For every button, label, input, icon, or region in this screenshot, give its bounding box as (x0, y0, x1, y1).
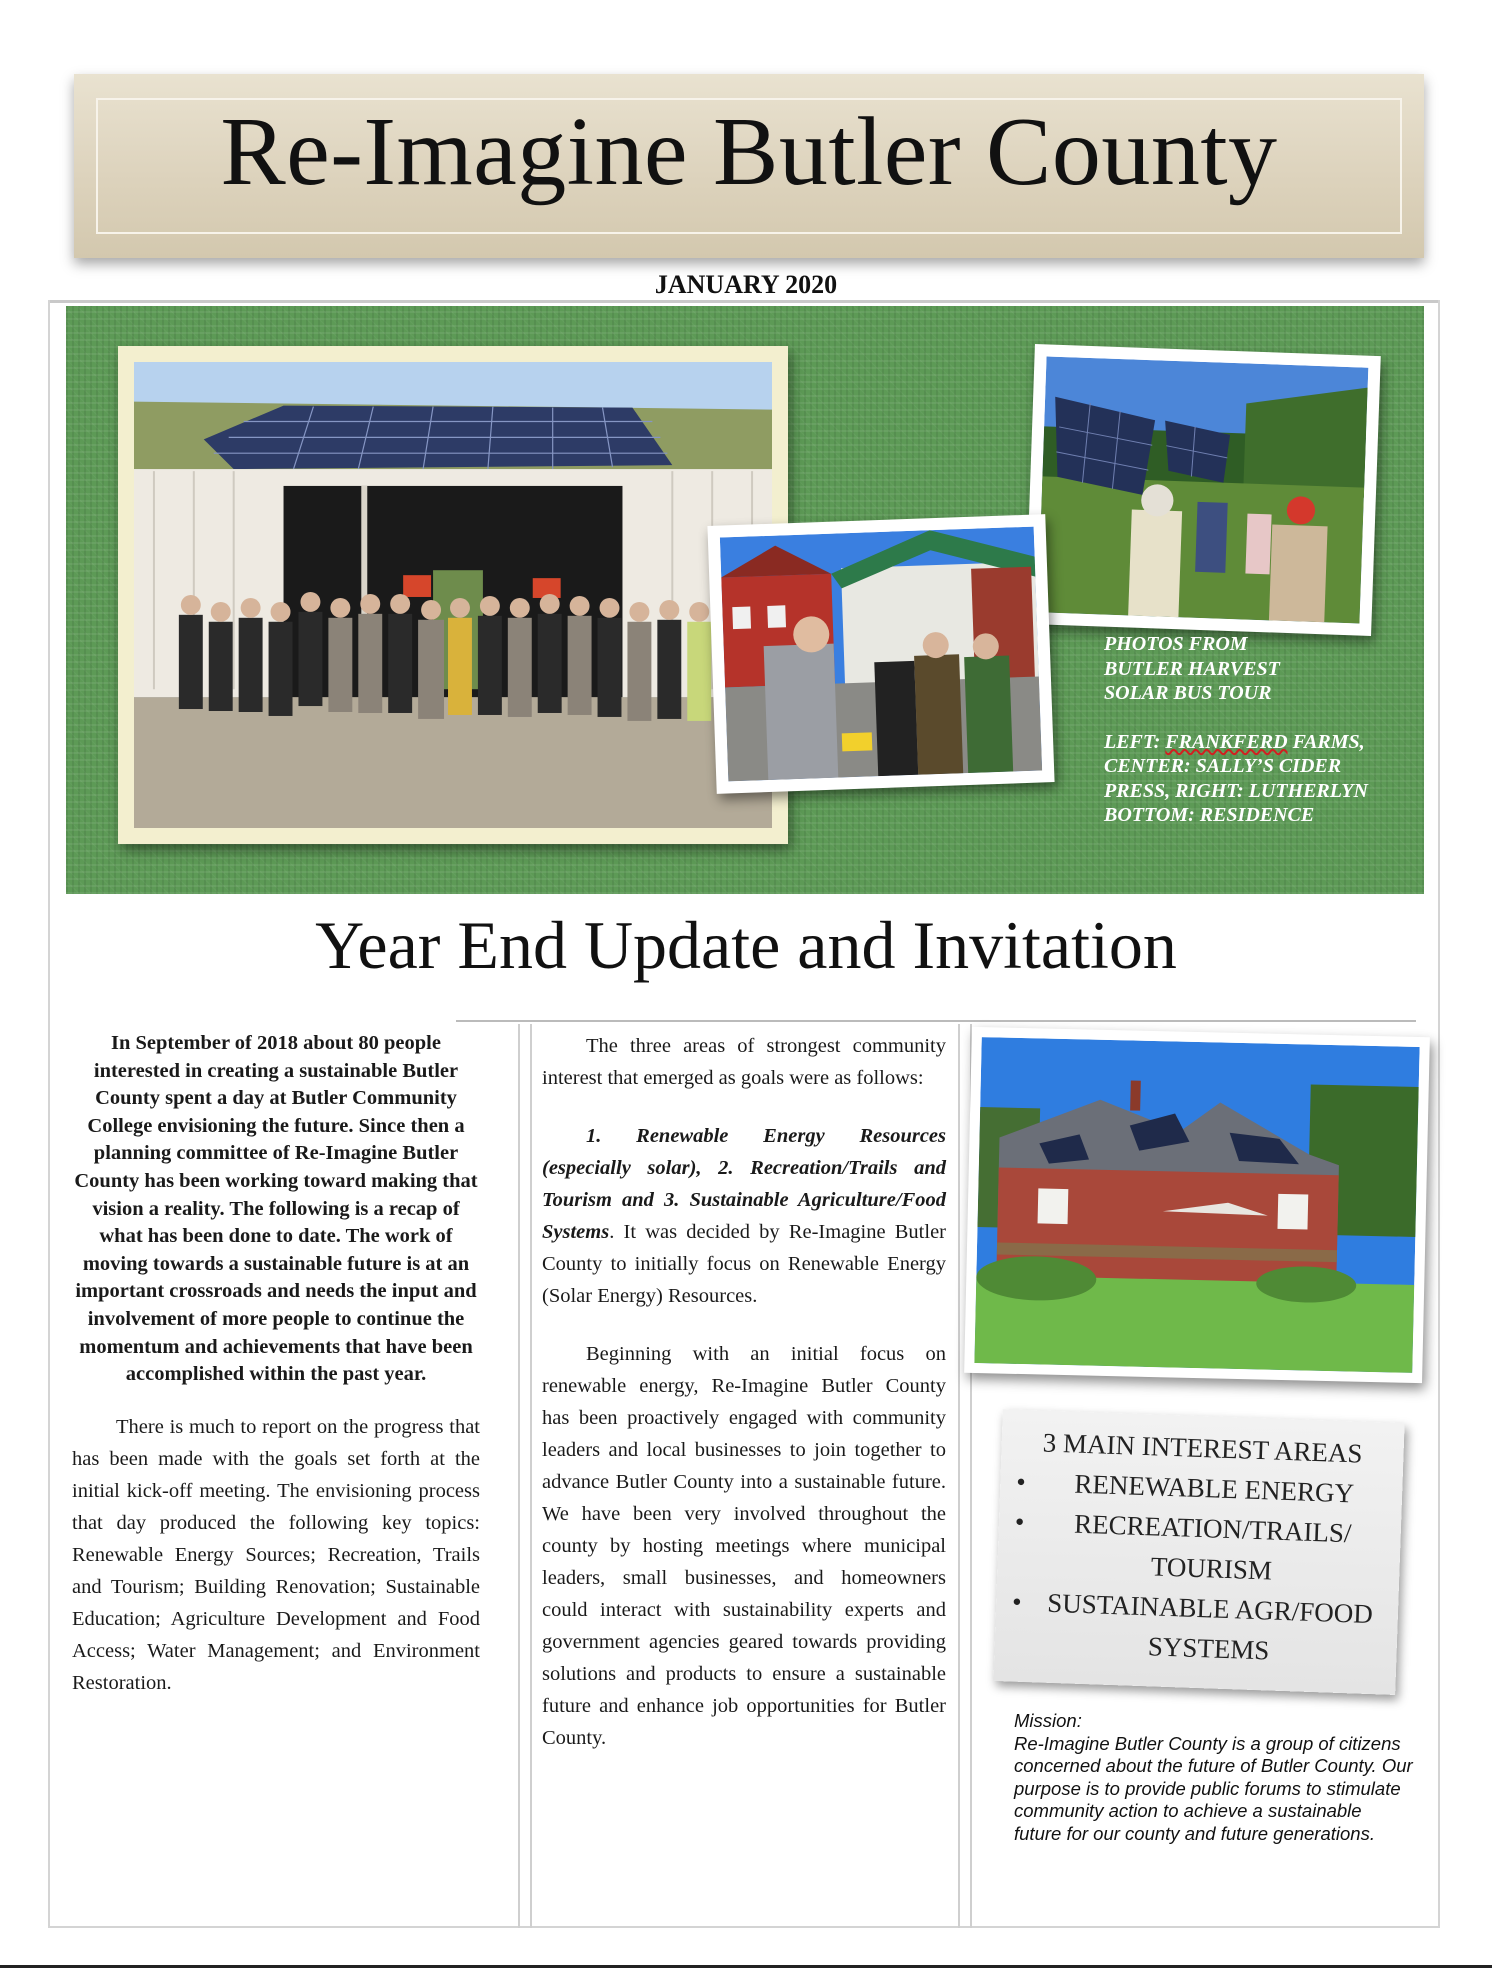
masthead-banner (74, 74, 1424, 258)
interest-areas-title: 3 MAIN INTEREST AREAS (1042, 1427, 1363, 1469)
caption-detail-prefix: LEFT: (1104, 730, 1166, 753)
goals-paragraph-rest: . It was decided by Re-Imagine Butler County to initially focus on Renewable Energy (Solar Energy) Resources. (542, 1221, 946, 1307)
cider-press-photo (707, 514, 1054, 794)
frame-right-rule (1438, 300, 1440, 1928)
interest-area-label: RENEWABLE ENERGY (1073, 1468, 1355, 1509)
frame-top-rule (48, 300, 1440, 303)
interest-area-label: RECREATION/TRAILS/ TOURISM (1073, 1508, 1353, 1586)
bullet: • (1015, 1466, 1027, 1497)
article-column-2 (542, 1030, 946, 1780)
mission-label: Mission: (1014, 1710, 1082, 1731)
goals-list: 1. Renewable Energy Resources (especially solar), 2. Recreation/Trails and Tourism and 3. Sustainable Agriculture/Food Systems (542, 1125, 946, 1243)
body-paragraph: Beginning with an initial focus on renewable energy, Re-Imagine Butler County has been proactively engaged with community leaders and local businesses to join together to advance Butler County into a sustainable future. We have been very involved throughout the county by hosting meetings where municipal leaders, small businesses, and homeowners could interact with sustainability experts and government agencies geared towards providing solutions and products to ensure a sustainable future and enhance job opportunities for Butler County. (542, 1343, 946, 1749)
article-column-1 (72, 1030, 480, 1725)
article-headline: Year End Update and Invitation (315, 907, 1177, 983)
mission-statement (1014, 1710, 1414, 1845)
caption-heading (1104, 632, 1404, 706)
bullet: • (1011, 1586, 1023, 1617)
column-divider (530, 1024, 532, 1928)
body-paragraph: The three areas of strongest community interest that emerged as goals were as follows: (542, 1035, 946, 1089)
caption-misspelled-word: FRANKFERD (1165, 730, 1288, 753)
caption-detail (1104, 730, 1404, 828)
residence-photo (964, 1027, 1430, 1383)
mission-text: Re-Imagine Butler County is a group of citizens concerned about the future of Butler County. Our purpose is to provide public forums to stimulate community action to achieve a sustainable future for our county and future generations. (1014, 1732, 1413, 1844)
list-item (1013, 1502, 1386, 1595)
list-item (1010, 1582, 1383, 1675)
interest-area-label: SUSTAINABLE AGR/FOOD SYSTEMS (1046, 1587, 1374, 1666)
caption-line: SOLAR BUS TOUR (1104, 682, 1272, 704)
caption-line: BUTLER HARVEST (1104, 657, 1280, 680)
headline-rule (456, 1020, 1416, 1022)
photo-caption (1104, 632, 1404, 852)
bullet: • (1014, 1506, 1025, 1537)
frame-bottom-rule (48, 1926, 1440, 1928)
interest-areas-note (993, 1409, 1404, 1695)
body-paragraph: There is much to report on the progress that has been made with the goals set forth at the initial kick-off meeting. The envisioning process that day produced the following key topics: Renewable Energy Sources; Recreation, Trails and Tourism; Building Renovation; Sustainable Education; Agriculture Development and Food Access; Water Management; and Environment Restoration. (72, 1415, 480, 1694)
newsletter-title: Re-Imagine Butler County (220, 98, 1278, 206)
caption-line: PHOTOS FROM (1104, 633, 1248, 655)
page-bottom-rule (0, 1965, 1492, 1968)
issue-date: JANUARY 2020 (654, 270, 838, 299)
field-solar-photo (1025, 344, 1381, 636)
caption-detail-rest: FARMS, CENTER: SALLY’S CIDER PRESS, RIGHT: LUTHERLYN BOTTOM: RESIDENCE (1104, 730, 1368, 826)
goals-paragraph (542, 1120, 946, 1312)
interest-areas-list (1010, 1462, 1387, 1675)
frame-left-rule (48, 300, 50, 1928)
barn-group-photo (118, 346, 788, 844)
column-divider (518, 1024, 520, 1928)
intro-paragraph: In September of 2018 about 80 people interested in creating a sustainable Butler County spent a day at Butler Community College envisioning the future. Since then a planning committee of Re-Imagine Butler County has been working toward making that vision a reality. The following is a recap of what has been done to date. The work of moving towards a sustainable future is at an important crossroads and needs the input and involvement of more people to continue the momentum and achievements that have been accomplished within the past year. (74, 1032, 478, 1386)
column-divider (958, 1024, 960, 1928)
